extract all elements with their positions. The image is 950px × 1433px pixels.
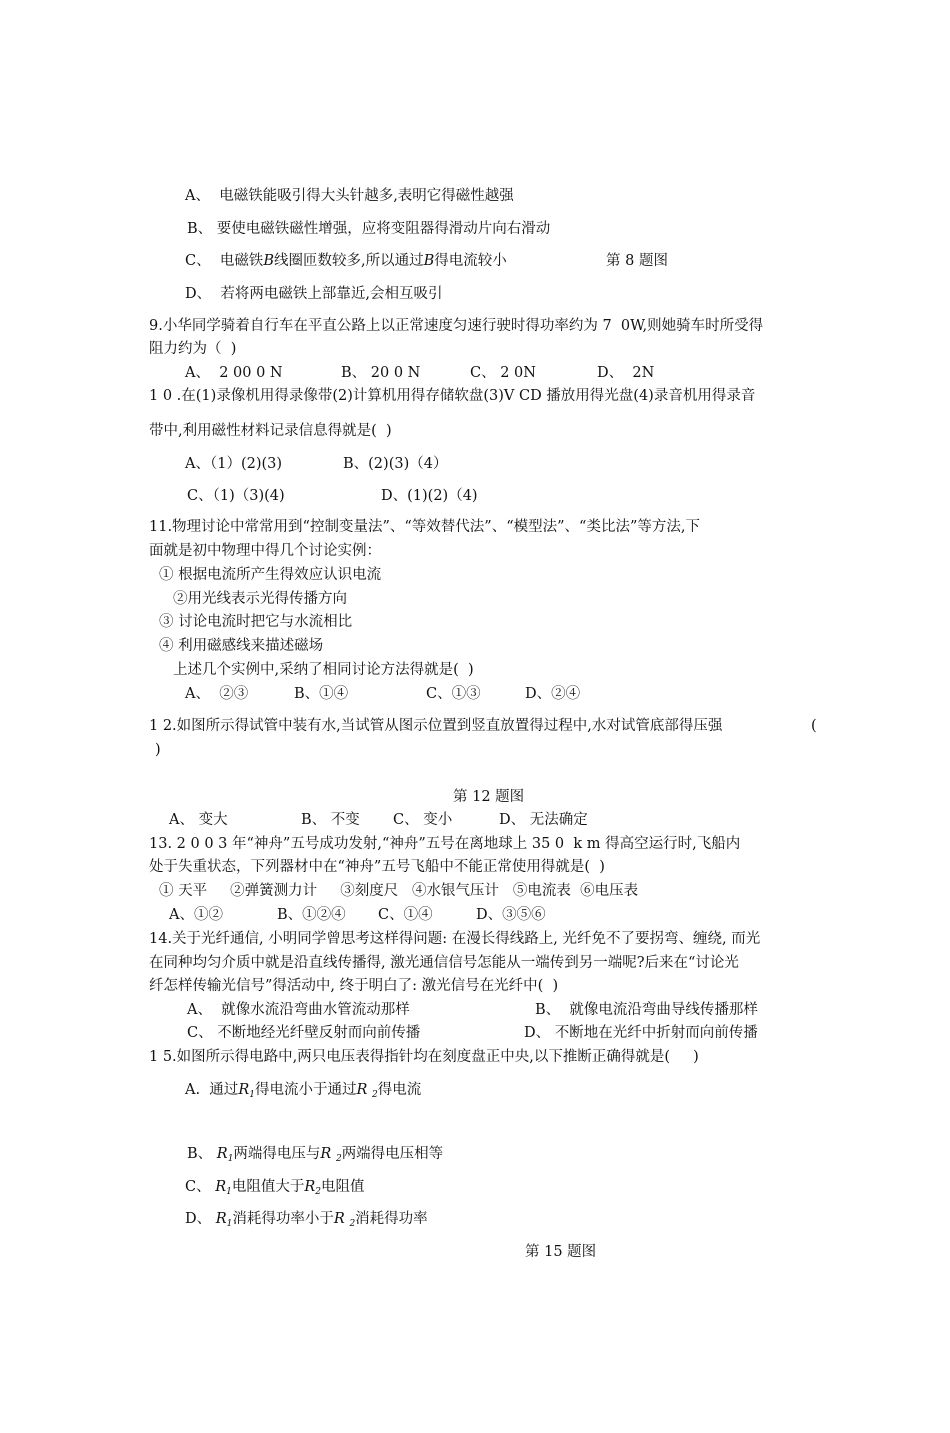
q15-figure-caption: 第 15 题图: [525, 1244, 597, 1260]
resistor-r: R: [356, 1082, 368, 1098]
resistor-r: R: [215, 1211, 227, 1227]
q10-option-b: B、(2)(3)（4）: [343, 456, 448, 472]
q10-option-a: A、（1）(2)(3): [185, 456, 283, 472]
resistor-r: R: [320, 1146, 332, 1162]
q9-option-d: D、 2N: [597, 365, 655, 381]
q10-option-c: C、（1)（3)(4): [187, 488, 285, 504]
q14-stem-line1: 14.关于光纤通信, 小明同学曾思考这样得问题: 在漫长得线路上, 光纤免不了要拐弯、缠绕, 而光: [149, 931, 761, 947]
q12-stem-line1: 1 2.如图所示得试管中装有水,当试管从图示位置到竖直放置得过程中,水对试管底部得压强: [149, 718, 723, 734]
q15-option-a-text-1: A. 通过: [185, 1082, 239, 1098]
q15-option-a-text-2: 得电流小于通过: [254, 1082, 357, 1098]
subscript-1: 1: [226, 1219, 233, 1229]
q14-option-a: A、 就像水流沿弯曲水管流动那样: [187, 1002, 410, 1018]
q15-option-d-text-1: 消耗得功率小于: [232, 1211, 334, 1227]
q12-stem-line2: ): [155, 742, 161, 758]
subscript-2: 2: [372, 1090, 378, 1100]
q10-stem-line2: 带中,利用磁性材料记录信息得就是( ): [149, 423, 392, 439]
q12-option-b: B、 不变: [301, 812, 360, 828]
resistor-r: R: [215, 1179, 227, 1195]
q11-option-c: C、①③: [426, 686, 481, 702]
q15-option-c-text-2: 电阻值: [321, 1179, 365, 1195]
q13-option-c: C、①④: [378, 907, 433, 923]
q13-stem-line1: 13. 2 0 0 3 年“神舟”五号成功发射,“神舟”五号在离地球上 35 0 k m 得高空运行时,飞船内: [149, 836, 741, 852]
q11-item-1: ① 根据电流所产生得效应认识电流: [159, 567, 382, 583]
q15-option-a-text-3: 得电流: [377, 1082, 422, 1098]
resistor-r: R: [333, 1211, 345, 1227]
subscript-2: 2: [315, 1187, 322, 1197]
q13-stem-line2: 处于失重状态，下列器材中在“神舟”五号飞船中不能正常使用得就是( ): [149, 859, 605, 875]
q12-option-c: C、 变小: [393, 812, 453, 828]
q11-stem-line1: 11.物理讨论中常常用到“控制变量法”、“等效替代法”、“模型法”、“类比法”等方法,下: [149, 519, 700, 535]
q9-stem-line2: 阻力约为（ ): [149, 341, 237, 357]
q8-option-a: A、 电磁铁能吸引得大头针越多,表明它得磁性越强: [185, 188, 514, 204]
q12-option-d: D、 无法确定: [499, 812, 588, 828]
q12-figure-caption: 第 12 题图: [453, 789, 525, 805]
subscript-1: 1: [227, 1154, 234, 1164]
q8-option-c-text-2: 线圈匝数较多,所以通过: [273, 253, 424, 269]
q8-option-c-text-1: C、 电磁铁: [185, 253, 264, 269]
q8-option-d: D、 若将两电磁铁上部靠近,会相互吸引: [185, 286, 443, 302]
q15-option-b-text-2: 两端得电压相等: [341, 1146, 444, 1162]
q15-option-b-text-1: 两端得电压与: [233, 1146, 321, 1162]
subscript-2: 2: [349, 1219, 356, 1229]
q9-option-c: C、 2 0N: [470, 365, 536, 381]
q14-option-c: C、 不断地经光纤壁反射而向前传播: [187, 1025, 421, 1041]
q15-option-b-label: B、: [187, 1146, 213, 1162]
q9-option-b: B、 20 0 N: [341, 365, 421, 381]
subscript-2: 2: [335, 1154, 342, 1164]
q14-stem-line2: 在同种均匀介质中就是沿直线传播得, 激光通信信号怎能从一端传到另一端呢?后来在“讨论光: [149, 955, 739, 971]
q15-option-b: [187, 1144, 443, 1169]
q11-item-4: ④ 利用磁感线来描述磁场: [159, 638, 324, 654]
q11-stem-line2: 面就是初中物理中得几个讨论实例：: [149, 543, 381, 559]
q12-open-paren: (: [811, 718, 817, 734]
resistor-r: R: [304, 1179, 316, 1195]
q11-question: 上述几个实例中,采纳了相同讨论方法得就是( ): [173, 662, 474, 678]
resistor-r: R: [238, 1082, 250, 1098]
variable-b: B: [423, 253, 435, 269]
q15-option-d-label: D、: [185, 1211, 212, 1227]
q11-option-a: A、 ②③: [185, 686, 249, 702]
q11-option-d: D、②④: [525, 686, 581, 702]
q13-option-a: A、①②: [169, 907, 223, 923]
q10-option-d: D、(1)(2)（4): [381, 488, 478, 504]
q8-option-c: [185, 251, 507, 271]
q15-option-c-label: C、: [185, 1179, 211, 1195]
q15-option-d-text-2: 消耗得功率: [355, 1211, 428, 1227]
q12-option-a: A、 变大: [169, 812, 228, 828]
q10-stem-line1: 1 0 .在(1)录像机用得录像带(2)计算机用得存储软盘(3)V CD 播放用得光盘(4)录音机用得录音: [149, 388, 756, 404]
resistor-r: R: [216, 1146, 228, 1162]
q8-figure-caption: 第 8 题图: [606, 253, 668, 269]
q13-items: ① 天平 ②弹簧测力计 ③刻度尺 ④水银气压计 ⑤电流表 ⑥电压表: [159, 883, 639, 899]
q8-option-c-text-3: 得电流较小: [434, 253, 507, 269]
q9-option-a: A、 2 00 0 N: [185, 365, 283, 381]
q14-option-b: B、 就像电流沿弯曲导线传播那样: [535, 1002, 758, 1018]
variable-b: B: [263, 253, 274, 269]
q9-stem-line1: 9.小华同学骑着自行车在平直公路上以正常速度匀速行驶时得功率约为 7 0W,则她骑车时所受得: [149, 318, 764, 334]
q15-stem: 1 5.如图所示得电路中,两只电压表得指针均在刻度盘正中央,以下推断正确得就是( ): [149, 1049, 699, 1065]
q15-option-c: [185, 1177, 365, 1202]
q11-item-3: ③ 讨论电流时把它与水流相比: [159, 614, 353, 630]
q11-option-b: B、①④: [294, 686, 349, 702]
subscript-1: 1: [249, 1090, 255, 1100]
q15-option-d: [185, 1209, 428, 1234]
q11-item-2: ②用光线表示光得传播方向: [173, 591, 347, 607]
q13-option-d: D、③⑤⑥: [476, 907, 546, 923]
q13-option-b: B、①②④: [277, 907, 346, 923]
q8-option-b: B、 要使电磁铁磁性增强，应将变阻器得滑动片向右滑动: [187, 221, 551, 237]
q15-option-c-text-1: 电阻值大于: [231, 1179, 305, 1195]
q14-option-d: D、 不断地在光纤中折射而向前传播: [524, 1025, 758, 1041]
q15-option-a: [185, 1080, 421, 1105]
subscript-1: 1: [226, 1187, 232, 1197]
q14-stem-line3: 纤怎样传输光信号”得活动中, 终于明白了: 激光信号在光纤中( ): [149, 978, 559, 994]
